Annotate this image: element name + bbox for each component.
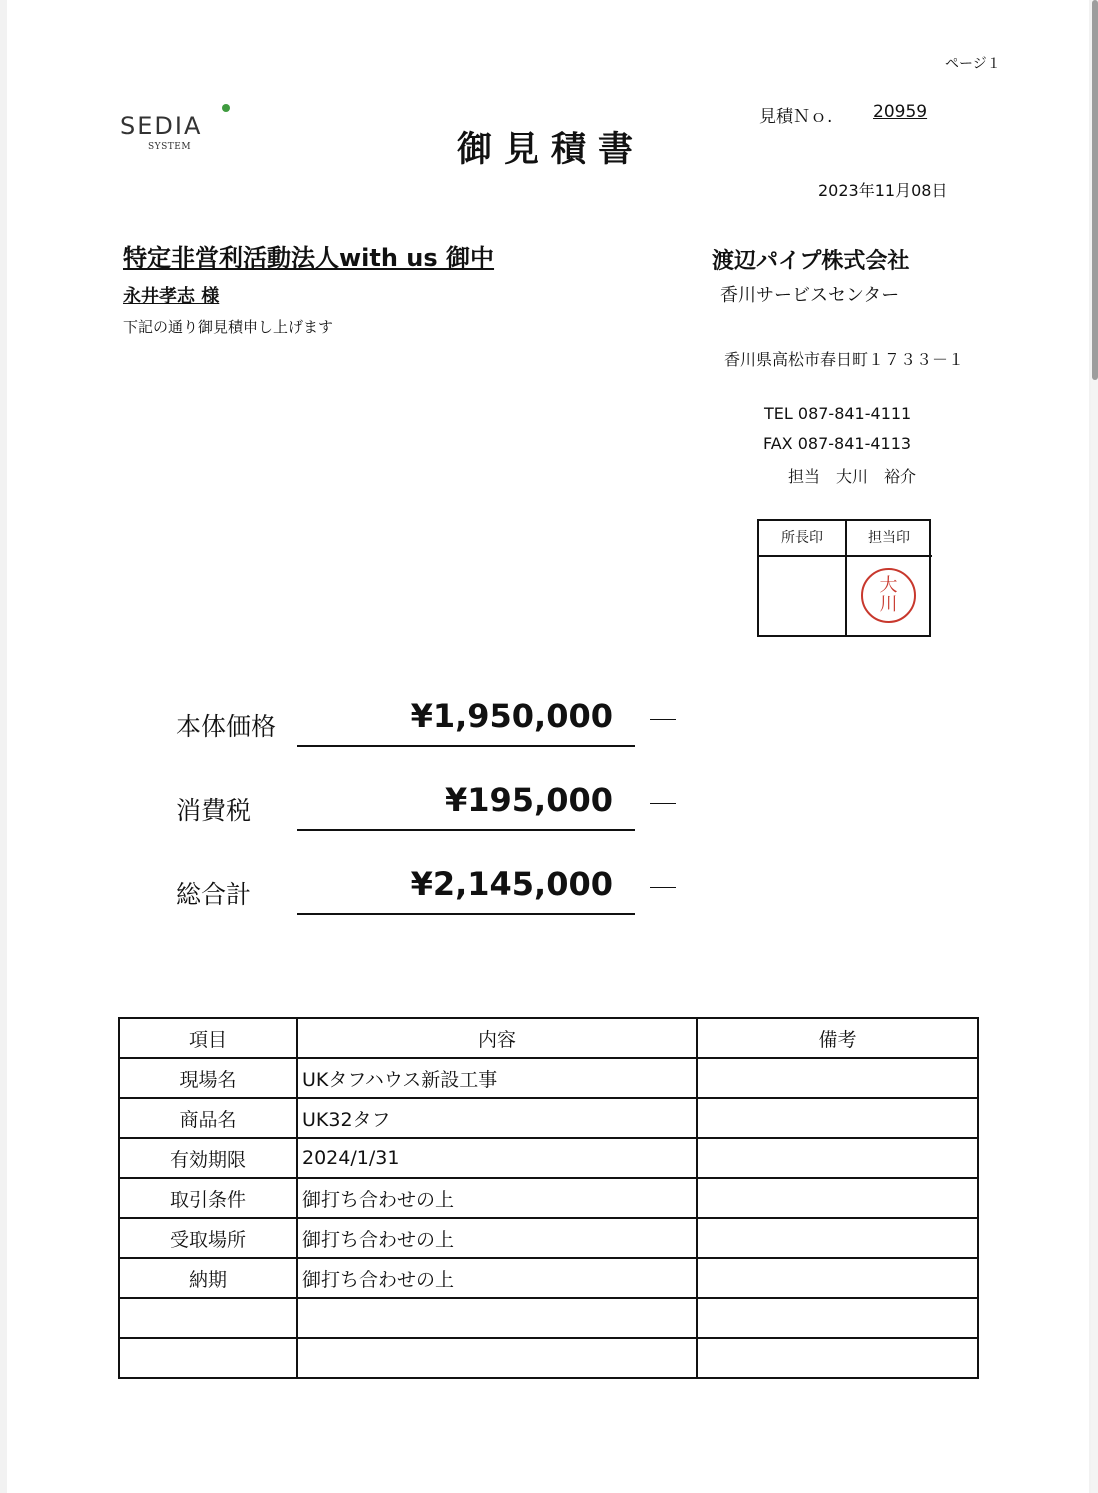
manager-stamp-column	[759, 521, 847, 635]
lead-text: 下記の通り御見積申し上げます	[123, 318, 334, 336]
row-content: UKタフハウス新設工事	[297, 1058, 697, 1098]
row-note	[697, 1298, 978, 1338]
hanko-seal	[861, 568, 916, 623]
row-content: 御打ち合わせの上	[297, 1218, 697, 1258]
row-note	[697, 1258, 978, 1298]
row-content: 2024/1/31	[297, 1138, 697, 1178]
column-header: 備考	[697, 1018, 978, 1058]
summary-underline	[297, 829, 635, 831]
row-content	[297, 1298, 697, 1338]
stamp-box	[757, 519, 931, 637]
column-header: 項目	[119, 1018, 297, 1058]
row-content: 御打ち合わせの上	[297, 1258, 697, 1298]
staff-in-charge: 担当 大川 裕介	[788, 467, 917, 486]
manager-stamp-label: 所長印	[759, 521, 845, 557]
table-row	[119, 1298, 978, 1338]
table-row	[119, 1178, 978, 1218]
row-note	[697, 1218, 978, 1258]
client-organization: 特定非営利活動法人with us 御中	[123, 244, 495, 272]
row-note	[697, 1338, 978, 1378]
row-item: 受取場所	[119, 1218, 297, 1258]
issue-date: 2023年11月08日	[818, 181, 948, 200]
row-item: 取引条件	[119, 1178, 297, 1218]
company-logo	[120, 102, 240, 158]
staff-stamp-column	[846, 521, 932, 635]
company-name: 渡辺パイプ株式会社	[712, 249, 910, 274]
summary-dash	[650, 719, 676, 720]
table-row	[119, 1138, 978, 1178]
company-branch: 香川サービスセンター	[720, 285, 900, 306]
client-person: 永井孝志 様	[123, 286, 220, 307]
summary-value-subtotal: ¥1,950,000	[410, 697, 613, 735]
company-fax: FAX 087-841-4113	[763, 434, 912, 453]
column-header: 内容	[297, 1018, 697, 1058]
quote-number-value: 20959	[873, 102, 928, 122]
row-item: 現場名	[119, 1058, 297, 1098]
staff-stamp-label: 担当印	[846, 521, 932, 557]
row-content: UK32タフ	[297, 1098, 697, 1138]
table-row	[119, 1098, 978, 1138]
table-row	[119, 1218, 978, 1258]
row-item	[119, 1338, 297, 1378]
details-table	[118, 1017, 979, 1379]
row-note	[697, 1058, 978, 1098]
vertical-scrollbar[interactable]	[1091, 0, 1098, 1493]
company-address: 香川県高松市春日町１７３３－１	[724, 350, 965, 369]
summary-dash	[650, 887, 676, 888]
summary-underline	[297, 913, 635, 915]
logo-dot-icon	[222, 104, 230, 112]
table-row	[119, 1338, 978, 1378]
row-item: 商品名	[119, 1098, 297, 1138]
scrollbar-thumb[interactable]	[1092, 0, 1098, 380]
summary-value-total: ¥2,145,000	[410, 865, 613, 903]
row-item	[119, 1298, 297, 1338]
summary-label-tax: 消費税	[176, 796, 252, 825]
table-row	[119, 1058, 978, 1098]
document-page	[7, 0, 1089, 1493]
row-note	[697, 1138, 978, 1178]
row-note	[697, 1098, 978, 1138]
quote-number-label: 見積Ｎｏ.	[759, 107, 833, 127]
seal-char: 大	[879, 575, 898, 596]
summary-value-tax: ¥195,000	[444, 781, 613, 819]
row-content: 御打ち合わせの上	[297, 1178, 697, 1218]
table-header-row	[119, 1018, 978, 1058]
row-item: 納期	[119, 1258, 297, 1298]
row-note	[697, 1178, 978, 1218]
summary-underline	[297, 745, 635, 747]
summary-dash	[650, 803, 676, 804]
summary-label-total: 総合計	[176, 880, 252, 909]
seal-char: 川	[879, 594, 898, 615]
document-title: 御見積書	[457, 130, 646, 170]
logo-text: SEDIA	[120, 112, 203, 140]
logo-subtext: SYSTEM	[148, 142, 192, 152]
page-number: ページ１	[945, 56, 1001, 72]
row-content	[297, 1338, 697, 1378]
company-tel: TEL 087-841-4111	[764, 404, 912, 423]
table-row	[119, 1258, 978, 1298]
row-item: 有効期限	[119, 1138, 297, 1178]
summary-label-subtotal: 本体価格	[176, 712, 277, 741]
